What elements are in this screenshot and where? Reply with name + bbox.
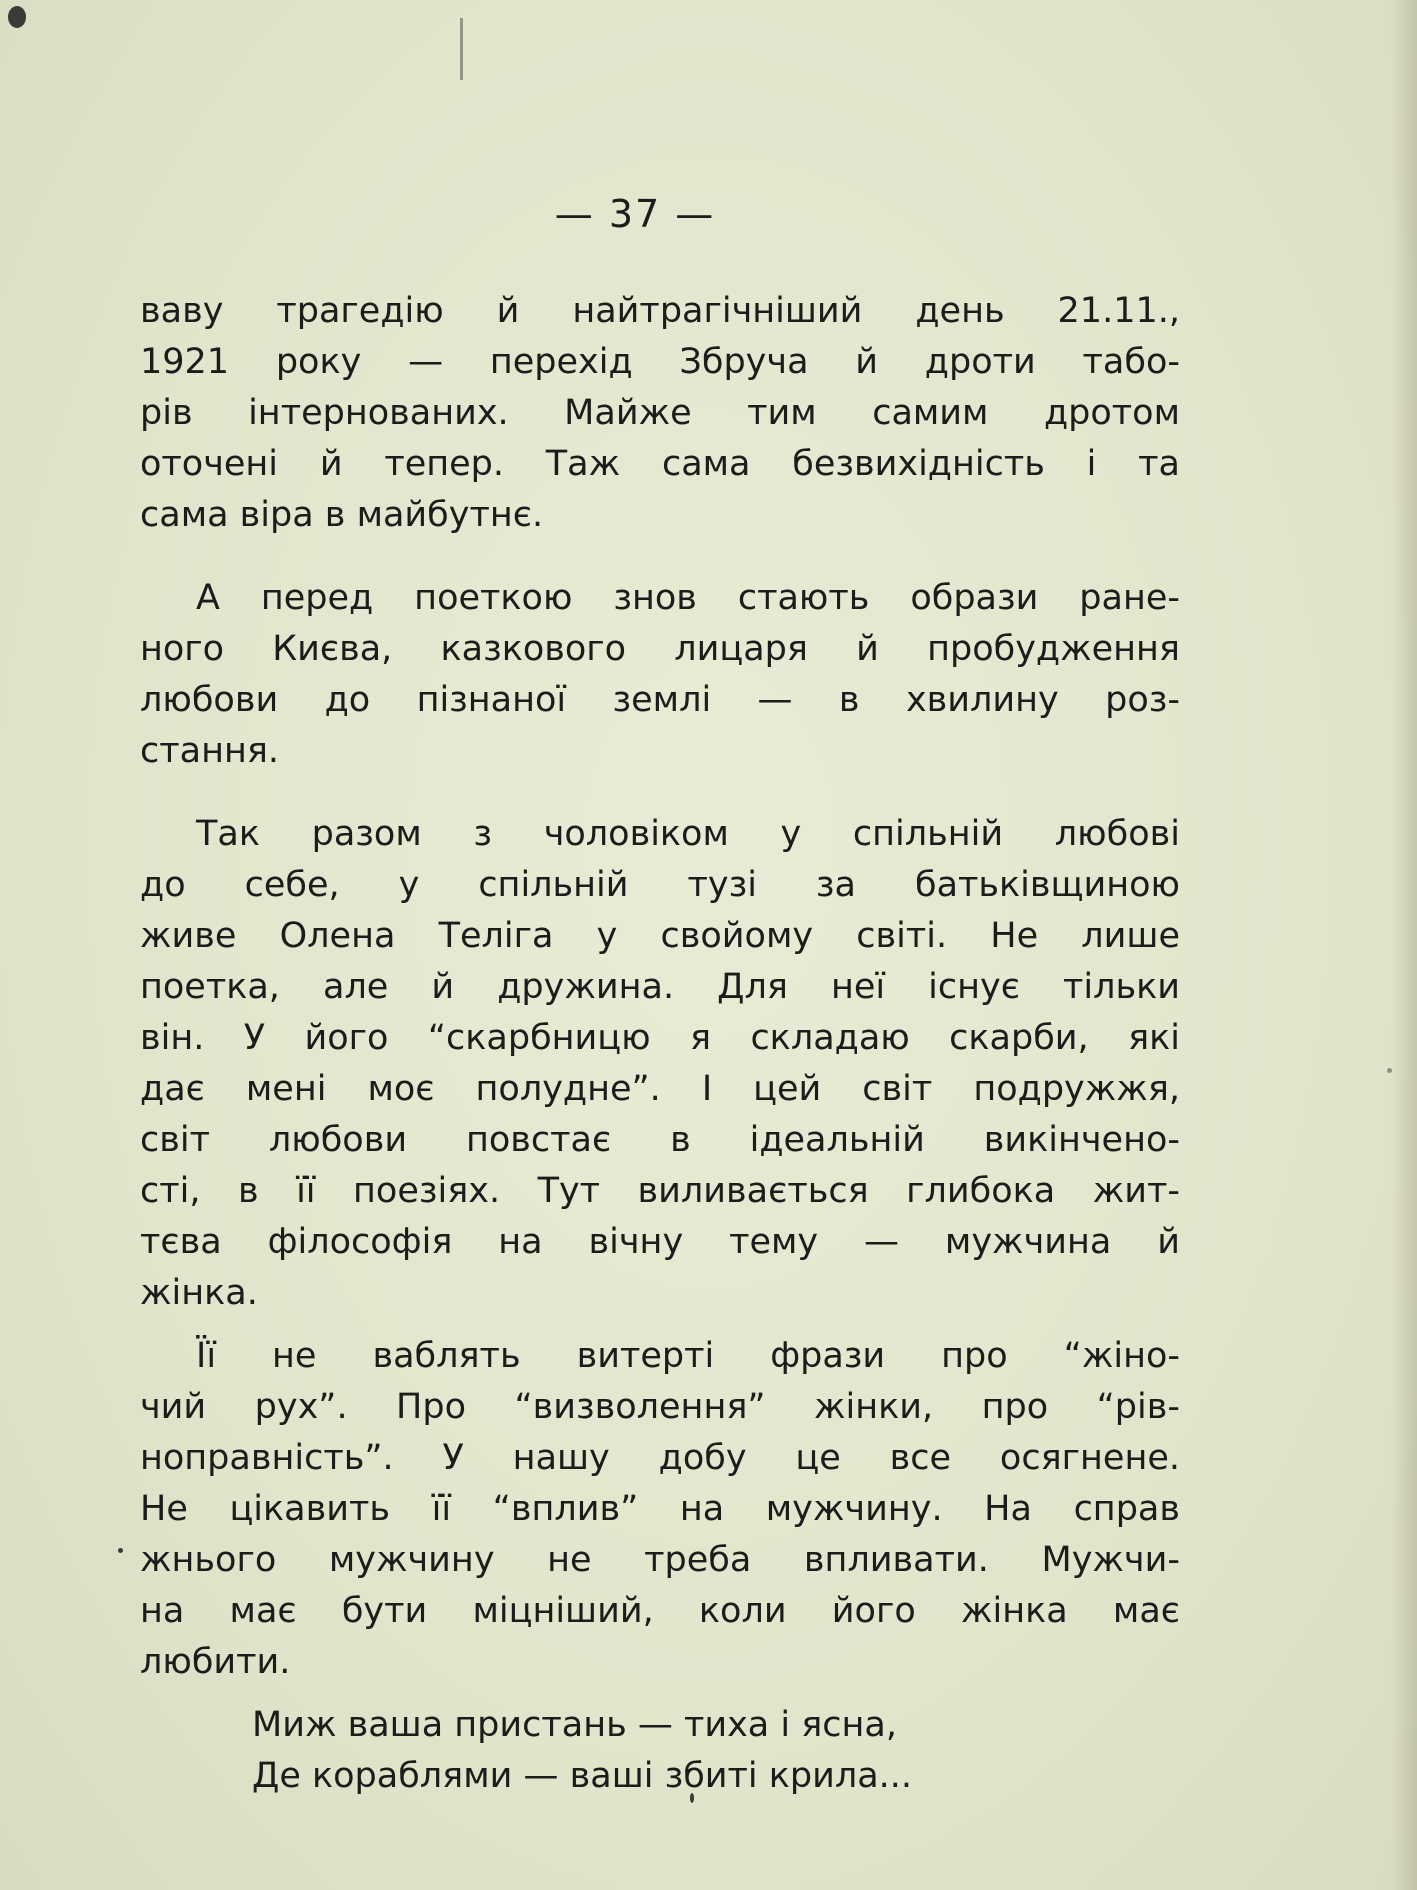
verse-quote	[140, 1700, 1180, 1802]
text-line: поетка, але й дружина. Для неї існує тільки	[140, 967, 1180, 1007]
paragraph-2	[140, 573, 1180, 777]
verse-line: Миж ваша пристань — тиха і ясна,	[252, 1705, 897, 1745]
text-line: на має бути міцніший, коли його жінка має	[140, 1591, 1180, 1631]
text-line: ваву трагедію й найтрагічніший день 21.11.,	[140, 291, 1180, 331]
text-line: А перед поеткою знов стають образи ране-	[196, 578, 1180, 618]
text-line: любови до пізнаної землі — в хвилину роз-	[140, 680, 1180, 720]
text-line: стання.	[140, 731, 280, 771]
text-line: Так разом з чоловіком у спільній любові	[196, 814, 1180, 854]
text-line: сама віра в майбутнє.	[140, 495, 544, 535]
text-line: живе Олена Теліга у свойому світі. Не лише	[140, 916, 1180, 956]
text-line: до себе, у спільній тузі за батьківщиною	[140, 865, 1180, 905]
page-edge-shadow	[1391, 0, 1417, 1890]
paragraph-1	[140, 286, 1180, 541]
text-line: світ любови повстає в ідеальній викінчено-	[140, 1120, 1180, 1160]
page-crease-mark	[460, 18, 463, 80]
text-line: ноправність”. У нашу добу це все осягнене.	[140, 1438, 1180, 1478]
paragraph-3	[140, 809, 1180, 1319]
paragraph-4	[140, 1331, 1180, 1688]
verse-line: Де кораблями — ваші збиті крила...	[252, 1756, 913, 1796]
text-line: 1921 року — перехід Збруча й дроти табо-	[140, 342, 1180, 382]
text-line: тєва філософія на вічну тему — мужчина й	[140, 1222, 1180, 1262]
text-line: Не цікавить її “вплив” на мужчину. На справ	[140, 1489, 1180, 1529]
text-line: Її не ваблять витерті фрази про “жіно-	[196, 1336, 1180, 1376]
text-line: любити.	[140, 1642, 291, 1682]
text-line: оточені й тепер. Таж сама безвихідність і та	[140, 444, 1180, 484]
page-number: — 37 —	[554, 192, 716, 236]
text-line: він. У його “скарбницю я складаю скарби, які	[140, 1018, 1180, 1058]
text-line: чий рух”. Про “визволення” жінки, про “рів-	[140, 1387, 1180, 1427]
body-text	[140, 286, 1180, 1802]
text-line: дає мені моє полудне”. І цей світ подружжя,	[140, 1069, 1180, 1109]
ink-speck	[8, 6, 26, 28]
text-line: жінка.	[140, 1273, 258, 1313]
text-line: сті, в її поезіях. Тут виливається глибока жит-	[140, 1171, 1180, 1211]
text-line: ного Києва, казкового лицаря й пробудження	[140, 629, 1180, 669]
ink-speck	[1387, 1068, 1392, 1073]
text-line: жнього мужчину не треба впливати. Мужчи-	[140, 1540, 1180, 1580]
text-line: рів інтернованих. Майже тим самим дротом	[140, 393, 1180, 433]
ink-speck	[118, 1548, 123, 1553]
